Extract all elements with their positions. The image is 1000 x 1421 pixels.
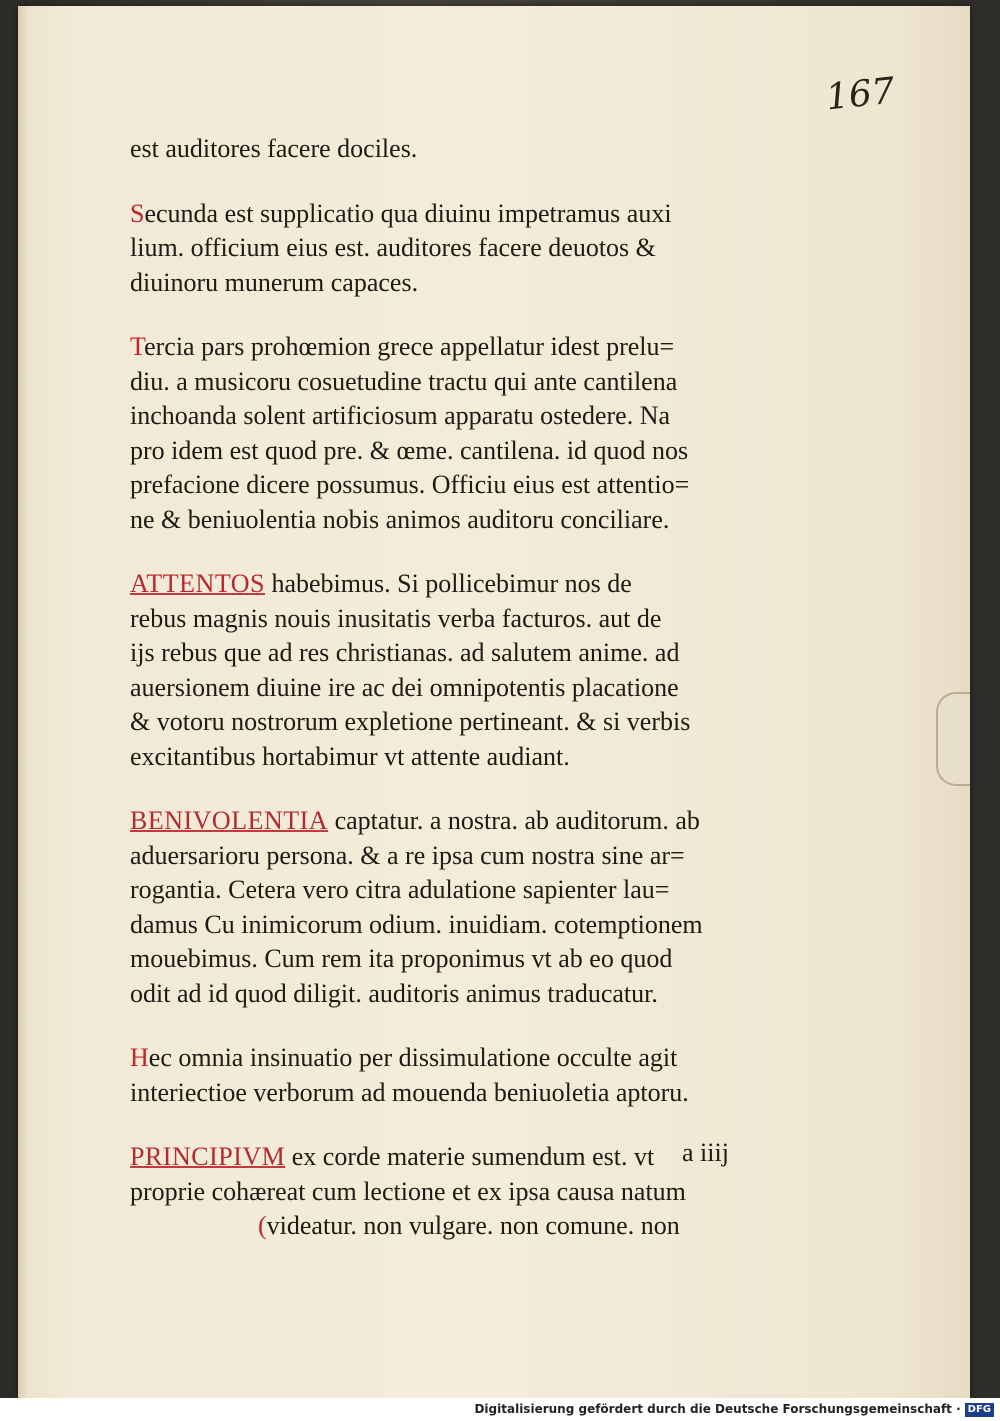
line-text: ijs rebus que ad res christianas. ad salutem anime. ad	[130, 638, 680, 667]
line-text: diu. a musicoru cosuetudine tractu qui ante cantilena	[130, 366, 678, 396]
page-gutter-shadow	[18, 6, 28, 1398]
text-line	[130, 602, 800, 637]
line-text: est auditores facere dociles.	[130, 134, 418, 163]
line-text: lium. officium eius est. auditores facere deuotos &	[130, 233, 656, 262]
line-text: captatur. a nostra. ab auditorum. ab	[328, 806, 700, 835]
paragraph	[130, 1041, 800, 1110]
line-text: auersionem diuine ire ac dei omnipotentis placatione	[130, 672, 679, 702]
book-page	[18, 6, 970, 1398]
text-line	[130, 434, 800, 469]
text-line	[130, 231, 800, 266]
paragraph	[130, 197, 800, 301]
red-initial: T	[130, 332, 145, 361]
line-text: rebus magnis nouis inusitatis verba facturos. aut de	[130, 603, 662, 633]
text-line	[130, 873, 800, 908]
line-text: proprie cohæreat cum lectione et ex ipsa causa natum	[130, 1176, 686, 1206]
line-text: inchoanda solent artificiosum apparatu ostedere. Na	[130, 401, 671, 430]
text-line	[130, 942, 800, 977]
catchword: a iiij	[682, 1138, 729, 1167]
text-line	[130, 804, 800, 839]
red-initial: (	[258, 1211, 267, 1240]
line-text: ercia pars prohœmion grece appellatur idest prelu=	[144, 332, 675, 361]
line-text: ne & beniuolentia nobis animos auditoru conciliare.	[130, 504, 670, 534]
text-line	[130, 330, 800, 365]
text-line	[130, 399, 800, 434]
text-line	[130, 197, 800, 232]
text-line	[130, 705, 800, 740]
line-text: ecunda est supplicatio qua diuinu impetramus auxi	[144, 198, 672, 228]
text-line	[130, 908, 800, 943]
dfg-logo: DFG	[965, 1403, 994, 1417]
text-line	[130, 671, 800, 706]
text-line	[130, 977, 800, 1012]
line-text: & votoru nostrorum expletione pertineant. & si verbis	[130, 707, 691, 736]
text-line	[130, 567, 800, 602]
text-line	[130, 132, 800, 167]
paragraph	[130, 132, 800, 167]
text-line	[130, 468, 800, 503]
folio-number: 167	[824, 70, 897, 119]
line-text: videatur. non vulgare. non comune. non	[266, 1211, 680, 1240]
rubric-heading: PRINCIPIVM	[130, 1142, 286, 1171]
red-initial: H	[130, 1043, 149, 1072]
line-text: rogantia. Cetera vero citra adulatione sapienter lau=	[130, 875, 670, 904]
line-text: ex corde materie sumendum est. vt	[285, 1142, 655, 1171]
paragraph	[130, 330, 800, 537]
line-text: habebimus. Si pollicebimur nos de	[264, 569, 632, 598]
red-initial: S	[130, 198, 145, 228]
line-text: odit ad id quod diligit. auditoris animus traducatur.	[130, 978, 658, 1008]
text-line	[130, 365, 800, 400]
text-line	[130, 1076, 800, 1111]
text-line	[130, 266, 800, 301]
rubric-heading: BENIVOLENTIA	[130, 806, 329, 835]
text-line	[130, 636, 800, 671]
text-line	[130, 1209, 800, 1244]
rubric-heading: ATTENTOS	[130, 569, 265, 598]
text-line	[130, 1175, 800, 1210]
line-text: ec omnia insinuatio per dissimulatione occulte agit	[148, 1043, 678, 1072]
line-text: damus Cu inimicorum odium. inuidiam. cotemptionem	[130, 909, 703, 939]
line-text: prefacione dicere possumus. Officiu eius est attentio=	[130, 470, 690, 499]
line-text: aduersarioru persona. & a re ipsa cum nostra sine ar=	[130, 840, 685, 870]
line-text: interiectioe verborum ad mouenda beniuoletia aptoru.	[130, 1077, 689, 1107]
text-line	[130, 503, 800, 538]
line-text: diuinoru munerum capaces.	[130, 267, 419, 297]
line-text: pro idem est quod pre. & œme. cantilena. id quod nos	[130, 435, 689, 465]
page-tab-marker	[936, 692, 970, 786]
paragraph	[130, 567, 800, 774]
footer-bar	[0, 1398, 1000, 1421]
line-text: excitantibus hortabimur vt attente audiant.	[130, 741, 570, 771]
footer-text: Digitalisierung gefördert durch die Deutsche Forschungsgemeinschaft ·	[474, 1402, 961, 1416]
text-line	[130, 740, 800, 775]
text-block	[130, 132, 800, 1274]
paragraph	[130, 804, 800, 1011]
text-line	[130, 1041, 800, 1076]
line-text: mouebimus. Cum rem ita proponimus vt ab eo quod	[130, 944, 673, 973]
text-line	[130, 839, 800, 874]
